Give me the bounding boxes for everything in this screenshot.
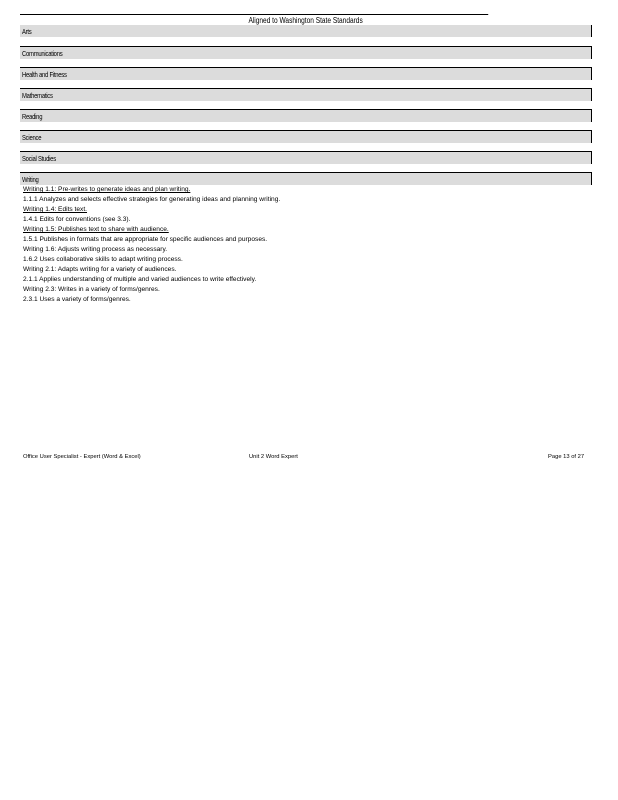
standard-heading: Writing 2.1: Adapts writing for a variety of audiences. — [23, 266, 177, 273]
section-label-communications: Communications — [22, 49, 63, 58]
page-title — [20, 14, 488, 25]
footer-unit: Unit 2 Word Expert — [249, 454, 298, 460]
standard-heading: Writing 1.5: Publishes text to share with audience. — [23, 226, 169, 233]
standard-heading: Writing 1.1: Pre-writes to generate ideas and plan writing. — [23, 186, 191, 193]
section-mathematics — [20, 88, 592, 101]
section-health-fitness — [20, 67, 592, 80]
section-label-writing: Writing — [22, 175, 39, 184]
standard-item: 1.4.1 Edits for conventions (see 3.3). — [23, 216, 131, 223]
standard-item: 1.5.1 Publishes in formats that are appropriate for specific audiences and purposes. — [23, 236, 268, 243]
standard-item: 2.1.1 Applies understanding of multiple and varied audiences to write effectively. — [23, 276, 257, 283]
standard-item: 1.1.1 Analyzes and selects effective strategies for generating ideas and planning writing. — [23, 196, 281, 203]
standard-heading: Writing 2.3: Writes in a variety of forms/genres. — [23, 286, 160, 293]
standard-item: 1.6.2 Uses collaborative skills to adapt writing process. — [23, 256, 183, 263]
section-reading — [20, 109, 592, 122]
section-label-health-fitness: Health and Fitness — [22, 70, 67, 79]
section-label-mathematics: Mathematics — [22, 91, 53, 100]
page-title-text: Aligned to Washington State Standards — [248, 16, 363, 25]
section-social-studies — [20, 151, 592, 164]
section-label-science: Science — [22, 133, 42, 142]
writing-standards-list — [23, 185, 583, 305]
section-label-reading: Reading — [22, 112, 43, 121]
footer-course: Office User Specialist - Expert (Word & Excel) — [23, 454, 141, 460]
standard-heading: Writing 1.4: Edits text. — [23, 206, 88, 213]
section-communications — [20, 46, 592, 59]
section-arts — [20, 25, 592, 37]
section-science — [20, 130, 592, 143]
footer-page-number: Page 13 of 27 — [548, 454, 585, 460]
section-label-arts: Arts — [22, 27, 32, 36]
standard-item: 2.3.1 Uses a variety of forms/genres. — [23, 296, 131, 303]
section-label-social-studies: Social Studies — [22, 154, 56, 163]
standard-heading: Writing 1.6: Adjusts writing process as necessary. — [23, 246, 168, 253]
section-writing — [20, 172, 592, 185]
